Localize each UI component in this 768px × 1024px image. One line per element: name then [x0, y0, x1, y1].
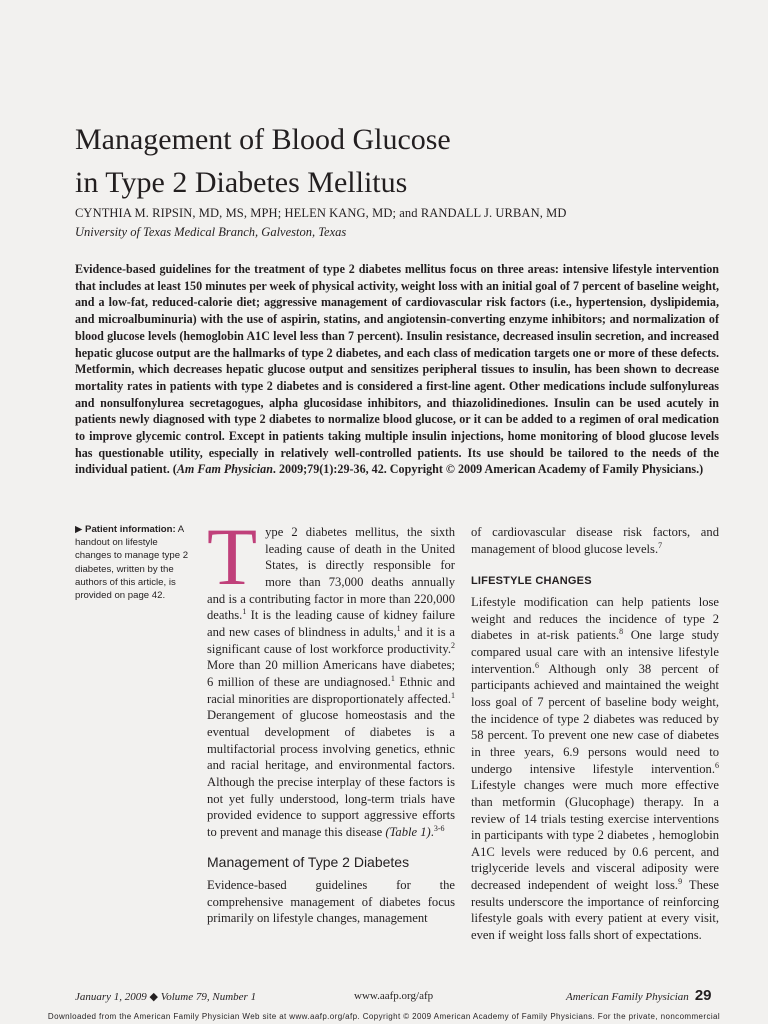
abstract-citation: . 2009;79(1):29-36, 42. Copyright © 2009 American Academy of Family Physicians.): [272, 462, 704, 477]
text-run: Ethnic and racial minorities are disproportionately affected.: [207, 674, 455, 706]
text-run: ype 2 diabetes mellitus, the sixth leading cause of death in the United States, is directly responsible for more than 73,000 deaths annually and is a contributing factor in more than 220,000 deaths.: [207, 525, 455, 623]
text-run: and it is a significant cause of lost workforce productivity.: [207, 624, 455, 656]
section-heading-management: Management of Type 2 Diabetes: [207, 854, 410, 871]
reference-marker: 6: [715, 760, 719, 770]
abstract: [75, 261, 719, 478]
continued-paragraph: [471, 524, 719, 557]
text-run: It is the leading cause of kidney failure and new cases of blindness in adults,: [207, 608, 455, 639]
text-run: .: [430, 824, 434, 839]
abstract-text: Evidence-based guidelines for the treatment of type 2 diabetes mellitus focus on three areas: intensive lifestyle intervention that includes at least 150 minutes per week of physical activity, weight loss with an initial goal of 7 percent of baseline weight, and a low-fat, reduced-calorie diet; aggressive management of cardiovascular risk factors (i.e., hypertension, dyslipidemia, and microalbuminuria) with the use of aspirin, statins, and angiotensin-converting enzyme inhibitors; and normalization of blood glucose levels (hemoglobin A1C level less than 7 percent). Insulin resistance, decreased insulin secretion, and increased hepatic glucose output are the hallmarks of type 2 diabetes, and each class of medication targets one or more of these defects. Metformin, which decreases hepatic glucose output and sensitizes peripheral tissues to insulin, has been shown to decrease mortality rates in patients with type 2 diabetes and is considered a first-line agent. Other medications include sulfonylureas and nonsulfonylurea secretagogues, alpha glucosidase inhibitors, and thiazolidinediones. Insulin can be used acutely in patients newly diagnosed with type 2 diabetes to normalize blood glucose, or it can be added to a regimen of oral medication to improve glycemic control. Except in patients taking multiple insulin injections, home monitoring of blood glucose levels has questionable utility, especially in relatively well-controlled patients. Its use should be tailored to the needs of the individual patient. (: [75, 262, 719, 477]
issue-date: January 1, 2009 ◆ Volume 79, Number 1: [75, 991, 257, 1003]
text-run: One large study compared usual care with an intensive lifestyle intervention.: [471, 628, 719, 676]
patient-information-text: A handout on lifestyle changes to manage type 2 diabetes, written by the authors of this article, is provided on page 42.: [75, 524, 189, 602]
patient-information-note: [75, 523, 195, 602]
journal-url: www.aafp.org/afp: [354, 990, 434, 1002]
reference-marker: 1: [451, 690, 455, 700]
drop-cap: T: [207, 511, 258, 602]
reference-marker: 9: [678, 876, 683, 886]
article-title-line-1: Management of Blood Glucose: [75, 123, 451, 156]
text-run: Lifestyle changes were much more effective than metformin (Glucophage) therapy. In a review of 14 trials testing exercise interventions in participants with type 2 diabetes , hemoglobin A1C levels were reduced by 0.6 percent, and triglyceride levels and visceral adiposity were decreased independent of weight loss.: [471, 778, 719, 893]
intro-paragraph: [207, 511, 455, 840]
author-list: CYNTHIA M. RIPSIN, MD, MS, MPH; HELEN KANG, MD; and RANDALL J. URBAN, MD: [75, 206, 567, 220]
reference-marker: 6: [535, 660, 540, 670]
page-number: 29: [694, 987, 712, 1004]
text-run: These results underscore the importance of reinforcing lifestyle goals with every patient at every visit, even if weight loss falls short of expectations.: [471, 878, 719, 943]
affiliation: University of Texas Medical Branch, Galveston, Texas: [75, 225, 347, 239]
download-notice: Downloaded from the American Family Physician Web site at www.aafp.org/afp. Copyright © 2009 American Academy of Family Physicians. For the private, noncommercial: [47, 1012, 721, 1021]
reference-marker: 1: [242, 607, 247, 617]
reference-marker: 1: [390, 673, 395, 683]
reference-marker: 1: [396, 623, 401, 633]
table-reference: (Table 1): [385, 824, 431, 839]
body-column-1: [207, 511, 455, 927]
lifestyle-paragraph: [471, 594, 719, 944]
text-run: Derangement of glucose homeostasis and the eventual development of diabetes is a multifactorial process involving genetics, ethnic and racial heritage, and environmental factors. Although the precise interplay of these factors is not yet fully understood, long-term trials have provided evidence to support aggressive efforts to prevent and manage this disease: [207, 708, 455, 839]
article-title-line-2: in Type 2 Diabetes Mellitus: [75, 166, 408, 199]
reference-marker: 8: [619, 627, 624, 637]
text-run: Although only 38 percent of participants achieved and maintained the weight loss goal of 7 percent of baseline body weight, the incidence of type 2 diabetes was reduced by 58 percent. To prevent one new case of diabetes in three years, 6.9 persons would need to undergo intensive lifestyle intervention.: [471, 661, 719, 776]
article-title: [75, 118, 715, 204]
journal-name: American Family Physician: [566, 991, 689, 1003]
patient-information-label: ▶ Patient information:: [75, 524, 176, 535]
text-run: More than 20 million Americans have diabetes; 6 million of these are undiagnosed.: [207, 658, 455, 689]
reference-marker: 3-6: [433, 823, 445, 833]
reference-marker: 2: [451, 640, 455, 650]
journal-footer: [566, 987, 712, 1004]
reference-marker: 7: [658, 540, 663, 550]
text-run: Lifestyle modification can help patients lose weight and reduces the incidence of type 2 diabetes in at-risk patients.: [471, 594, 719, 643]
section-heading-lifestyle: LIFESTYLE CHANGES: [471, 575, 592, 588]
body-column-2: [471, 524, 719, 944]
abstract-journal: Am Fam Physician: [176, 462, 273, 477]
text-run: of cardiovascular disease risk factors, and management of blood glucose levels.: [471, 525, 719, 556]
management-paragraph: Evidence-based guidelines for the comprehensive management of diabetes focus primarily on lifestyle changes, management: [207, 878, 455, 926]
